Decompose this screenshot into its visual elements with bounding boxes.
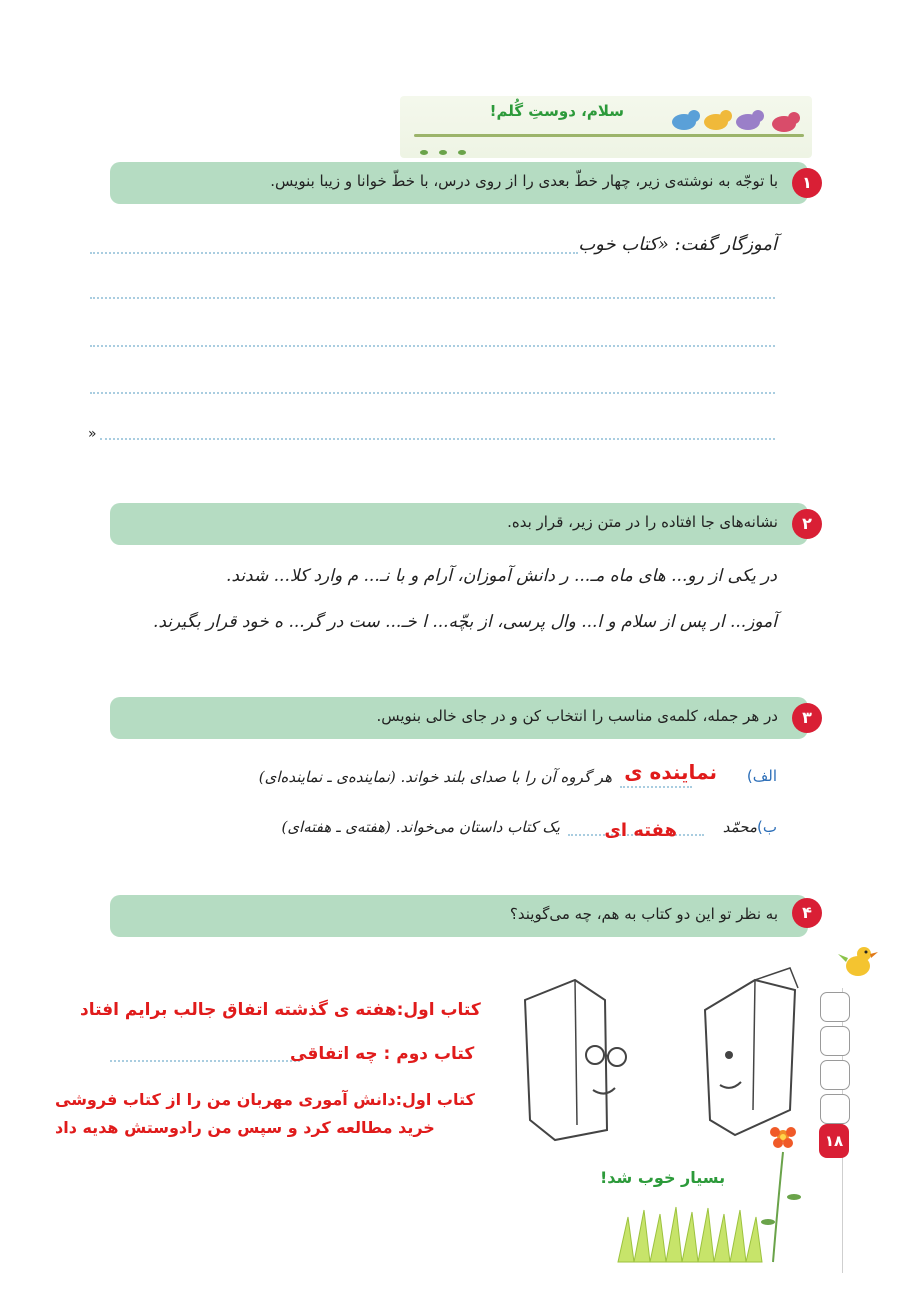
- q4-answer-line: [110, 1060, 300, 1062]
- question-2-bar: [110, 503, 808, 545]
- greeting-banner: [400, 96, 812, 158]
- bird-icon: [838, 940, 878, 984]
- writing-line-5: [100, 438, 775, 440]
- question-1-bar: [110, 162, 808, 204]
- q4-answer-4: خرید مطالعه کرد و سپس من رادوستش هدیه داد: [55, 1118, 435, 1137]
- question-1-instruction: با توجّه به نوشته‌ی زیر، چهار خطّ بعدی را از روی درس، با خطّ خوانا و زیبا بنویس.: [270, 172, 778, 190]
- q3-a-label: الف): [746, 767, 777, 785]
- question-4-number: ۴: [792, 898, 822, 928]
- q2-sentence-1: در یکی از رو... های ماه مـ... ر دانش آموزان، آرام و با نـ... م وارد کلا... شدند.: [226, 566, 777, 586]
- writing-line-2: [90, 297, 775, 299]
- q2-sentence-2: آموز... ار پس از سلام و ا... وال پرسی، از بچّه... ا خـ... ست در گر... ه خود قرار بگیرند.: [152, 612, 777, 632]
- q4-answer-1: کتاب اول:هفته ی گذشته اتفاق جالب برایم افتاد: [80, 1000, 481, 1020]
- question-1-number: ۱: [792, 168, 822, 198]
- question-3-instruction: در هر جمله، کلمه‌ی مناسب را انتخاب کن و در جای خالی بنویس.: [376, 707, 778, 725]
- q4-answer-3: کتاب اول:دانش آموری مهربان من را از کتاب فروشی: [55, 1090, 475, 1109]
- leaf-decoration: [420, 140, 480, 150]
- progress-checkbox-2[interactable]: [820, 1026, 850, 1056]
- question-4-bar: [110, 895, 808, 937]
- book-with-glasses-icon: [525, 980, 626, 1140]
- q3-b-sentence: یک کتاب داستان می‌خواند. (هفته‌ی ـ هفته‌ای): [281, 818, 560, 836]
- q3-a-answer: نماینده ی: [624, 760, 717, 784]
- q3-b-subject: محمّد: [722, 818, 757, 836]
- question-2-instruction: نشانه‌های جا افتاده را در متن زیر، قرار بده.: [507, 513, 778, 531]
- question-2-number: ۲: [792, 509, 822, 539]
- grass-icon: [618, 1207, 762, 1262]
- q4-answer-2: کتاب دوم : چه اتفاقی: [290, 1044, 475, 1064]
- writing-line-1: [90, 252, 578, 254]
- flower-and-grass: [608, 1122, 808, 1267]
- question-4-instruction: به نظر تو این دو کتاب به هم، چه می‌گویند؟: [509, 905, 778, 923]
- q3-b-label: ب): [757, 818, 777, 836]
- banner-greeting: سلام، دوستِ گُلم!: [489, 102, 624, 120]
- closing-quote: »: [88, 426, 97, 442]
- q3-a-sentence: هر گروه آن را با صدای بلند خواند. (نماینده‌ی ـ نماینده‌ای): [258, 768, 612, 786]
- progress-checkbox-1[interactable]: [820, 992, 850, 1022]
- q1-starter-text: آموزگار گفت: «کتاب خوب: [578, 234, 777, 255]
- question-3-number: ۳: [792, 703, 822, 733]
- praise-text: بسیار خوب شد!: [600, 1168, 726, 1187]
- writing-line-4: [90, 392, 775, 394]
- vine-decoration: [414, 134, 804, 137]
- q3-b-answer: هفته ای: [604, 820, 677, 841]
- q3-a-blank-line: [620, 786, 692, 788]
- progress-checkbox-4[interactable]: [820, 1094, 850, 1124]
- book-face-icon: [705, 968, 798, 1135]
- writing-line-3: [90, 345, 775, 347]
- question-3-bar: [110, 697, 808, 739]
- flower-icon: [761, 1127, 801, 1262]
- page-number: ۱۸: [819, 1124, 849, 1158]
- progress-checkbox-3[interactable]: [820, 1060, 850, 1090]
